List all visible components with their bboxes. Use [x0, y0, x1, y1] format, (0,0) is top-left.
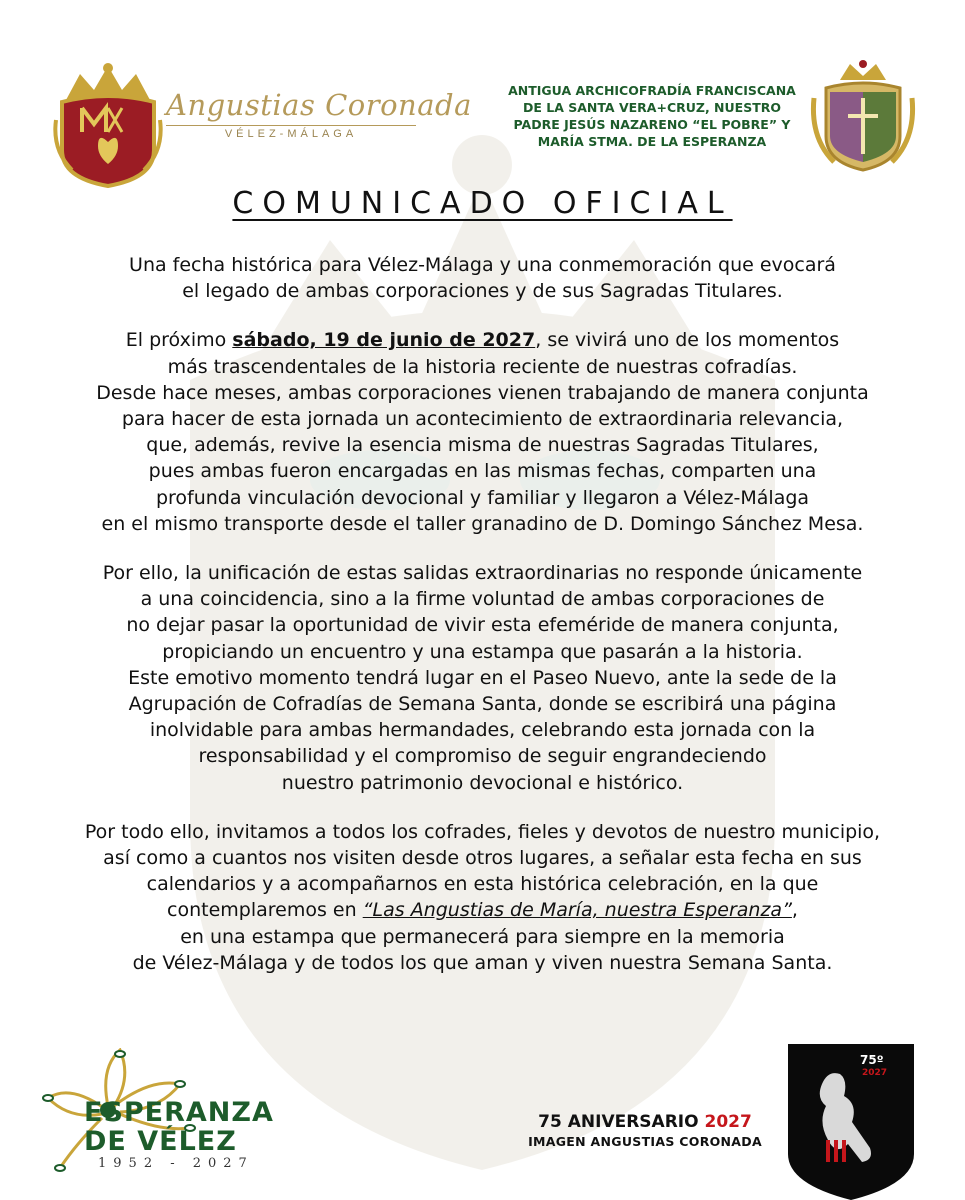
- text-line: ,: [791, 899, 798, 922]
- text-line: inolvidable para ambas hermandades, celebrando esta jornada con la: [149, 719, 816, 742]
- angustias-crest-icon: [52, 60, 164, 188]
- brand-divider: [166, 125, 416, 126]
- brand-name: Angustias Coronada: [166, 88, 472, 122]
- text-line: , se vivirá uno de los momentos: [535, 329, 840, 352]
- text-line: para hacer de esta jornada un acontecimiento de extraordinaria relevancia,: [121, 408, 844, 431]
- brotherhood-crest-icon: [808, 58, 918, 174]
- brotherhood-line: ANTIGUA ARCHICOFRADÍA FRANCISCANA: [508, 83, 796, 98]
- badge-year: 2027: [862, 1068, 888, 1078]
- anniversary-title: [505, 1112, 785, 1132]
- text-line: más trascendentales de la historia reciente de nuestras cofradías.: [167, 355, 798, 378]
- brotherhood-name: [492, 82, 812, 150]
- text-line: Desde hace meses, ambas corporaciones vienen trabajando de manera conjunta: [96, 381, 869, 404]
- quote-title: “Las Angustias de María, nuestra Esperanza”: [362, 899, 792, 922]
- paragraph-3: [40, 560, 925, 796]
- paragraph-4: [40, 819, 925, 976]
- paragraph-2: [40, 327, 925, 537]
- brotherhood-line: MARÍA STMA. DE LA ESPERANZA: [537, 134, 767, 149]
- text-line: El próximo: [125, 329, 233, 352]
- anniversary-subtitle: IMAGEN ANGUSTIAS CORONADA: [528, 1134, 762, 1149]
- text-line: Una fecha histórica para Vélez-Málaga y una conmemoración que evocará: [129, 254, 836, 276]
- communique-body: [40, 252, 925, 999]
- anniversary-badge-icon: [788, 1044, 914, 1200]
- esperanza-years: 1952 - 2027: [98, 1156, 254, 1171]
- text-line: Por ello, la unificación de estas salidas extraordinarias no responde únicamente: [102, 562, 863, 585]
- text-line: propiciando un encuentro y una estampa que pasarán a la historia.: [162, 640, 803, 663]
- text-line: no dejar pasar la oportunidad de vivir esta efeméride de manera conjunta,: [126, 614, 839, 637]
- text-line: profunda vinculación devocional y familiar y llegaron a Vélez-Málaga: [155, 486, 810, 509]
- brand-subtitle: VÉLEZ-MÁLAGA: [224, 128, 358, 140]
- angustias-brand: [166, 88, 472, 140]
- text-line: así como a cuantos nos visiten desde otros lugares, a señalar esta fecha en sus: [103, 847, 862, 870]
- anniversary-label: 75 ANIVERSARIO: [538, 1112, 705, 1132]
- text-line: Por todo ello, invitamos a todos los cofrades, fieles y devotos de nuestro municipio,: [84, 820, 881, 843]
- brotherhood-line: PADRE JESÚS NAZARENO “EL POBRE” Y: [513, 117, 791, 132]
- text-line: contemplaremos en: [167, 899, 363, 922]
- badge-number: 75º: [860, 1053, 884, 1067]
- text-line: el legado de ambas corporaciones y de sus Sagradas Titulares.: [182, 280, 783, 303]
- title-text: COMUNICADO OFICIAL: [232, 186, 733, 221]
- text-line: en una estampa que permanecerá para siempre en la memoria: [180, 925, 785, 948]
- text-line: Agrupación de Cofradías de Semana Santa, donde se escribirá una página: [128, 693, 837, 716]
- header: [0, 0, 965, 190]
- esperanza-wordmark: [84, 1098, 274, 1156]
- text-line: de Vélez-Málaga y de todos los que aman y viven nuestra Semana Santa.: [132, 951, 833, 974]
- page-title: [0, 186, 965, 221]
- text-line: nuestro patrimonio devocional e histórico.: [281, 771, 684, 794]
- esperanza-line: DE VÉLEZ: [84, 1126, 237, 1157]
- brotherhood-line: DE LA SANTA VERA+CRUZ, NUESTRO: [522, 100, 781, 115]
- paragraph-1: [40, 252, 925, 304]
- text-line: que, además, revive la esencia misma de nuestras Sagradas Titulares,: [146, 434, 819, 457]
- text-line: Este emotivo momento tendrá lugar en el Paseo Nuevo, ante la sede de la: [128, 666, 837, 689]
- esperanza-line: ESPERANZA: [84, 1097, 274, 1128]
- text-line: calendarios y a acompañarnos en esta histórica celebración, en la que: [146, 873, 819, 896]
- text-line: pues ambas fueron encargadas en las mismas fechas, comparten una: [148, 460, 817, 483]
- anniversary-caption: [505, 1112, 785, 1149]
- text-line: en el mismo transporte desde el taller granadino de D. Domingo Sánchez Mesa.: [101, 512, 864, 535]
- text-line: a una coincidencia, sino a la firme voluntad de ambas corporaciones de: [140, 588, 825, 611]
- anniversary-year: 2027: [704, 1112, 752, 1132]
- text-line: responsabilidad y el compromiso de seguir engrandeciendo: [198, 745, 767, 768]
- event-date: sábado, 19 de junio de 2027: [232, 329, 536, 352]
